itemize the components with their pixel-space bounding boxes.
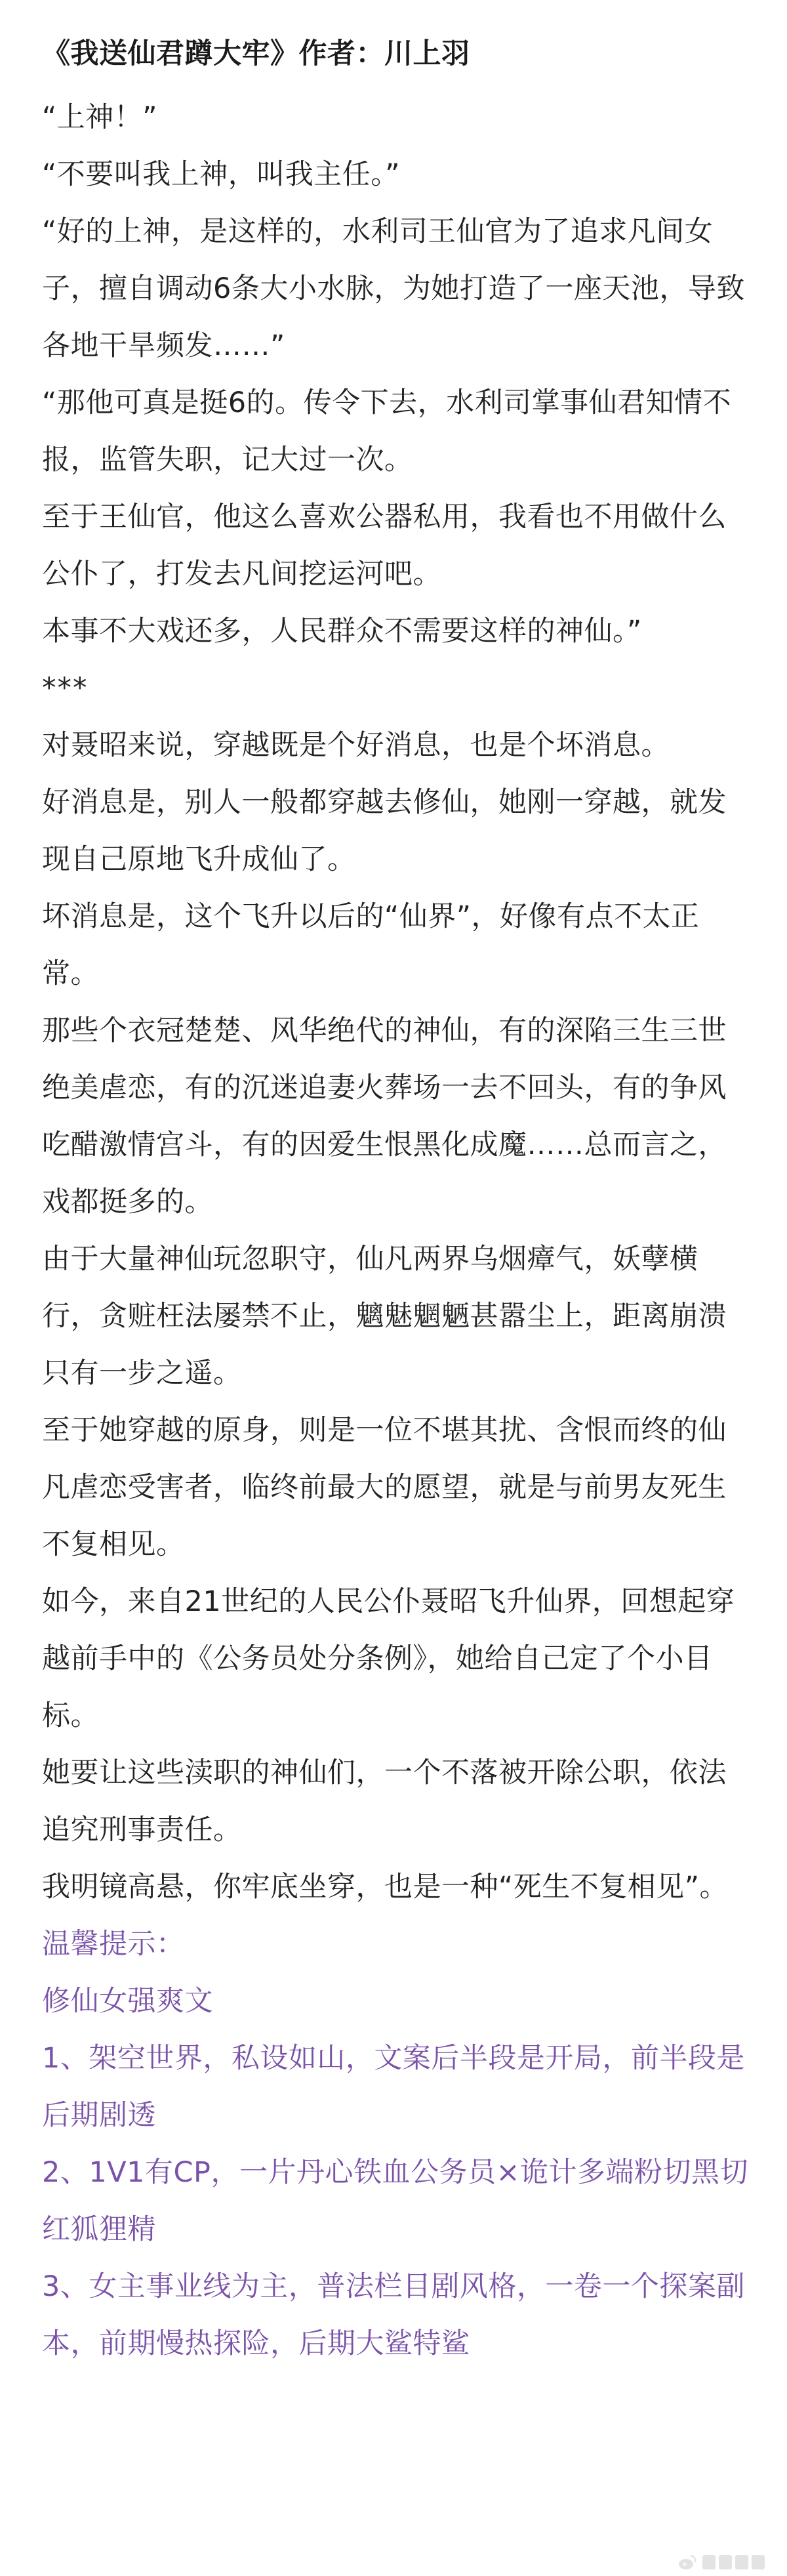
paragraph-10: 那些个衣冠楚楚、风华绝代的神仙，有的深陷三生三世绝美虐恋，有的沉迷追妻火葬场一去不回头，有的争风吃醋激情宫斗，有的因爱生恨黑化成魔……总而言之，戏都挺多的。	[42, 1014, 727, 1218]
paragraph-5: 至于王仙官，他这么喜欢公器私用，我看也不用做什么公仆了，打发去凡间挖运河吧。	[42, 501, 727, 591]
tips-item-1: 1、架空世界，私设如山，文案后半段是开局，前半段是后期剧透	[42, 2042, 745, 2132]
article	[42, 25, 750, 2373]
paragraph-13: 如今，来自21世纪的人民公仆聂昭飞升仙界，回想起穿越前手中的《公务员处分条例》，她给自己定了个小目标。	[42, 1585, 735, 1732]
section-separator: ***	[42, 672, 89, 705]
paragraph-11: 由于大量神仙玩忽职守，仙凡两界乌烟瘴气，妖孽横行，贪赃枉法屡禁不止，魑魅魍魉甚嚣尘上，距离崩溃只有一步之遥。	[42, 1243, 727, 1390]
paragraph-12: 至于她穿越的原身，则是一位不堪其扰、含恨而终的仙凡虐恋受害者，临终前最大的愿望，就是与前男友死生不复相见。	[42, 1414, 727, 1561]
article-title: 《我送仙君蹲大牢》作者：川上羽	[42, 37, 470, 70]
tips-item-3: 3、女主事业线为主，普法栏目剧风格，一卷一个探案副本，前期慢热探险，后期大鲨特鲨	[42, 2270, 745, 2360]
paragraph-14: 她要让这些渎职的神仙们，一个不落被开除公职，依法追究刑事责任。	[42, 1756, 727, 1846]
paragraph-8: 好消息是，别人一般都穿越去修仙，她刚一穿越，就发现自己原地飞升成仙了。	[42, 786, 727, 876]
paragraph-3: “好的上神，是这样的，水利司王仙官为了追求凡间女子，擅自调动6条大小水脉，为她打造了一座天池，导致各地干旱频发……”	[42, 215, 745, 362]
watermark-blocks	[702, 2555, 765, 2569]
paragraph-7: 对聂昭来说，穿越既是个好消息，也是个坏消息。	[42, 729, 670, 762]
paragraph-6: 本事不大戏还多，人民群众不需要这样的神仙。”	[42, 615, 642, 648]
watermark-logo-icon	[677, 2552, 697, 2572]
watermark	[677, 2552, 765, 2572]
paragraph-15: 我明镜高悬，你牢底坐穿，也是一种“死生不复相见”。	[42, 1871, 729, 1903]
tips-item-2: 2、1V1有CP，一片丹心铁血公务员×诡计多端粉切黑切红狐狸精	[42, 2156, 748, 2246]
paragraph-1: “上神！”	[42, 101, 158, 134]
tips-heading: 温馨提示：	[42, 1928, 185, 1961]
tips-genre: 修仙女强爽文	[42, 1985, 213, 2018]
paragraph-9: 坏消息是，这个飞升以后的“仙界”，好像有点不太正常。	[42, 900, 700, 990]
paragraph-4: “那他可真是挺6的。传令下去，水利司掌事仙君知情不报，监管失职，记大过一次。	[42, 386, 732, 476]
paragraph-2: “不要叫我上神，叫我主任。”	[42, 158, 401, 191]
